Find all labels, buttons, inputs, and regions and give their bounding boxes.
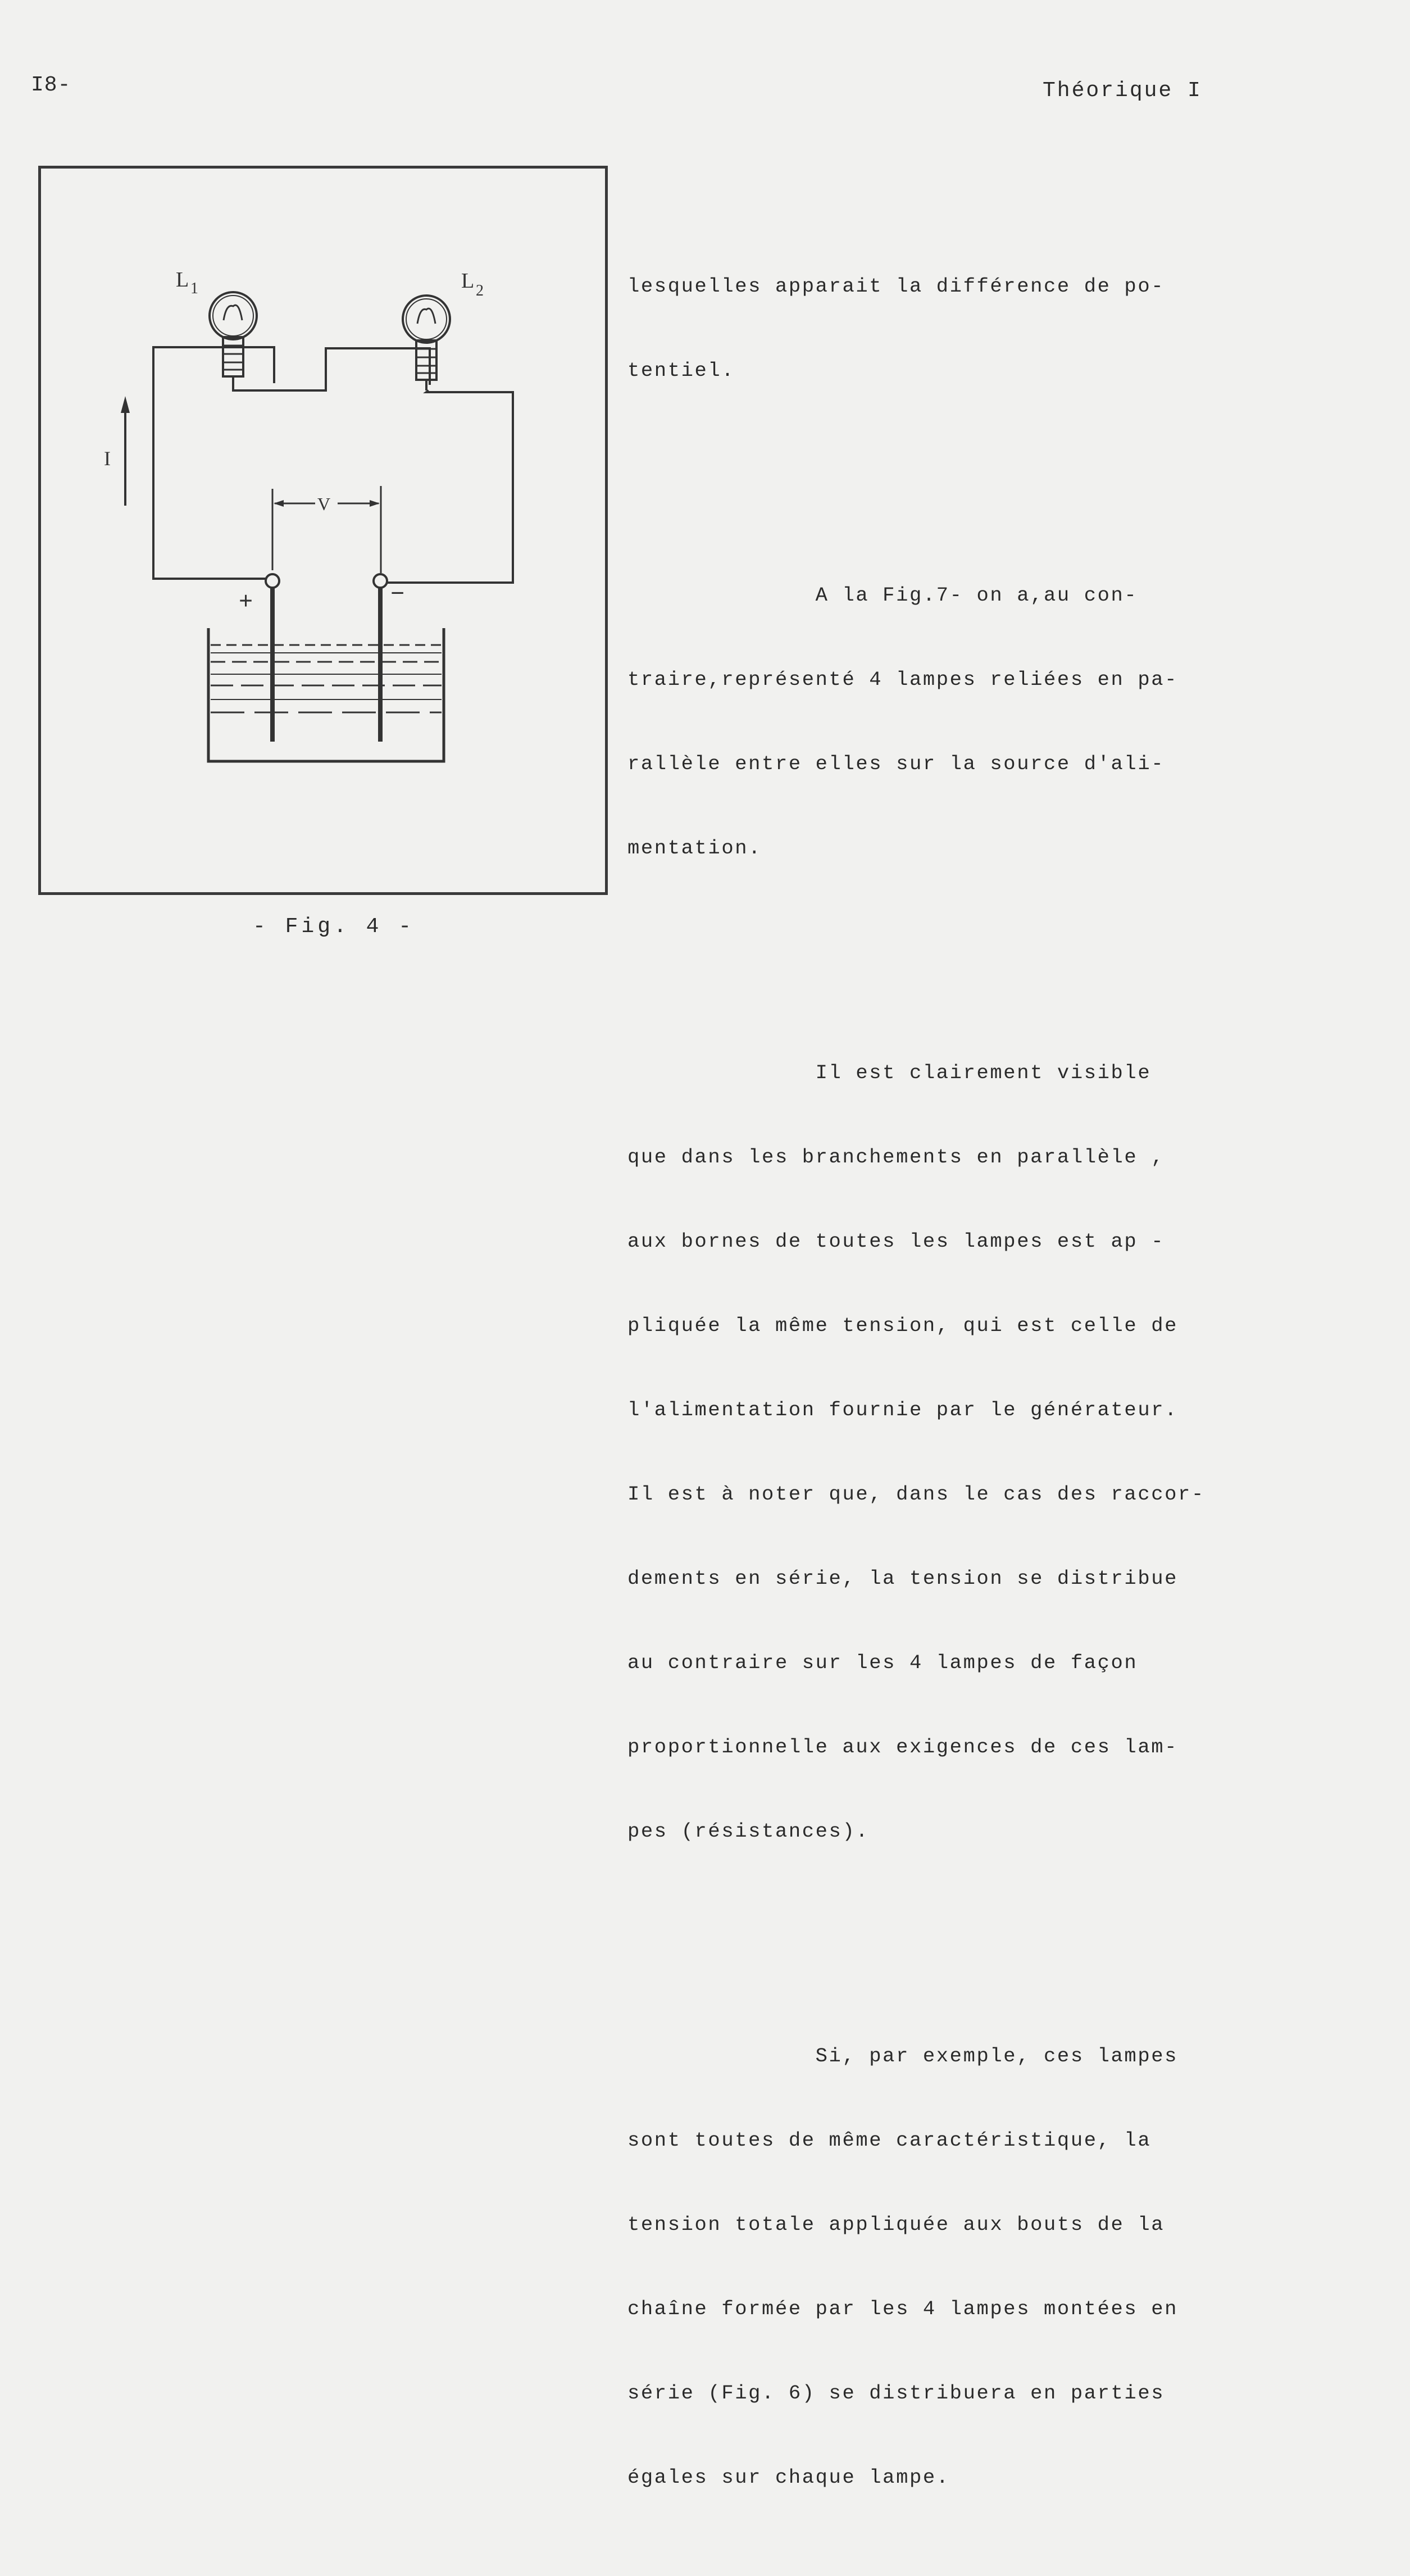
paragraph bbox=[627, 1003, 1234, 1902]
text-line: pliquée la même tension, qui est celle de bbox=[627, 1314, 1179, 1337]
current-label: I bbox=[104, 447, 111, 470]
text-line: A la Fig.7- on a,au con- bbox=[627, 584, 1138, 607]
voltage-label: V bbox=[317, 494, 331, 514]
text-line: que dans les branchements en parallèle , bbox=[627, 1146, 1165, 1169]
paragraph bbox=[627, 216, 1234, 441]
text-line: pes (résistances). bbox=[627, 1820, 870, 1843]
paragraph bbox=[627, 1986, 1234, 2548]
text-line: proportionnelle aux exigences de ces lam- bbox=[627, 1735, 1179, 1759]
text-line: l'alimentation fournie par le générateur. bbox=[627, 1398, 1179, 1421]
lamp-1-icon bbox=[210, 292, 257, 388]
running-header: Théorique I bbox=[1043, 79, 1202, 103]
paragraph bbox=[627, 525, 1234, 919]
electrolytic-cell-icon bbox=[208, 628, 444, 761]
positive-terminal-icon bbox=[266, 574, 279, 588]
current-arrow-icon bbox=[121, 396, 130, 506]
circuit-diagram bbox=[41, 169, 605, 892]
text-line: tension totale appliquée aux bouts de la bbox=[627, 2213, 1165, 2236]
text-line: mentation. bbox=[627, 837, 762, 860]
lamp-2-icon bbox=[403, 296, 450, 390]
right-wire bbox=[380, 390, 513, 583]
text-line: sont toutes de même caractéristique, la bbox=[627, 2129, 1152, 2152]
figure-frame bbox=[38, 166, 608, 895]
text-line: au contraire sur les 4 lampes de façon bbox=[627, 1651, 1138, 1674]
text-line: tentiel. bbox=[627, 359, 735, 382]
figure-caption: - Fig. 4 - bbox=[253, 915, 415, 939]
page-number: I8- bbox=[31, 73, 71, 97]
middle-wire bbox=[233, 348, 430, 390]
text-line: Il est clairement visible bbox=[627, 1061, 1152, 1084]
plus-label: + bbox=[239, 587, 253, 615]
text-line: aux bornes de toutes les lampes est ap - bbox=[627, 1230, 1165, 1253]
lamp-2-subscript: 2 bbox=[476, 282, 484, 299]
text-line: rallèle entre elles sur la source d'ali- bbox=[627, 752, 1165, 775]
lamp-2-label: L bbox=[461, 269, 475, 293]
text-line: lesquelles apparait la différence de po- bbox=[627, 275, 1165, 298]
text-line: chaîne formée par les 4 lampes montées en bbox=[627, 2297, 1179, 2320]
body-text bbox=[627, 160, 1234, 2576]
lamp-1-subscript: 1 bbox=[190, 280, 198, 297]
text-line: égales sur chaque lampe. bbox=[627, 2466, 950, 2489]
text-line: traire,représenté 4 lampes reliées en pa- bbox=[627, 668, 1179, 691]
text-line: dements en série, la tension se distribue bbox=[627, 1567, 1179, 1590]
text-line: Il est à noter que, dans le cas des raccor- bbox=[627, 1483, 1205, 1506]
left-wire bbox=[153, 347, 274, 579]
minus-label: − bbox=[390, 579, 405, 607]
negative-terminal-icon bbox=[374, 574, 387, 588]
text-line: série (Fig. 6) se distribuera en parties bbox=[627, 2382, 1165, 2405]
text-line: Si, par exemple, ces lampes bbox=[627, 2045, 1179, 2068]
lamp-1-label: L bbox=[176, 268, 189, 292]
